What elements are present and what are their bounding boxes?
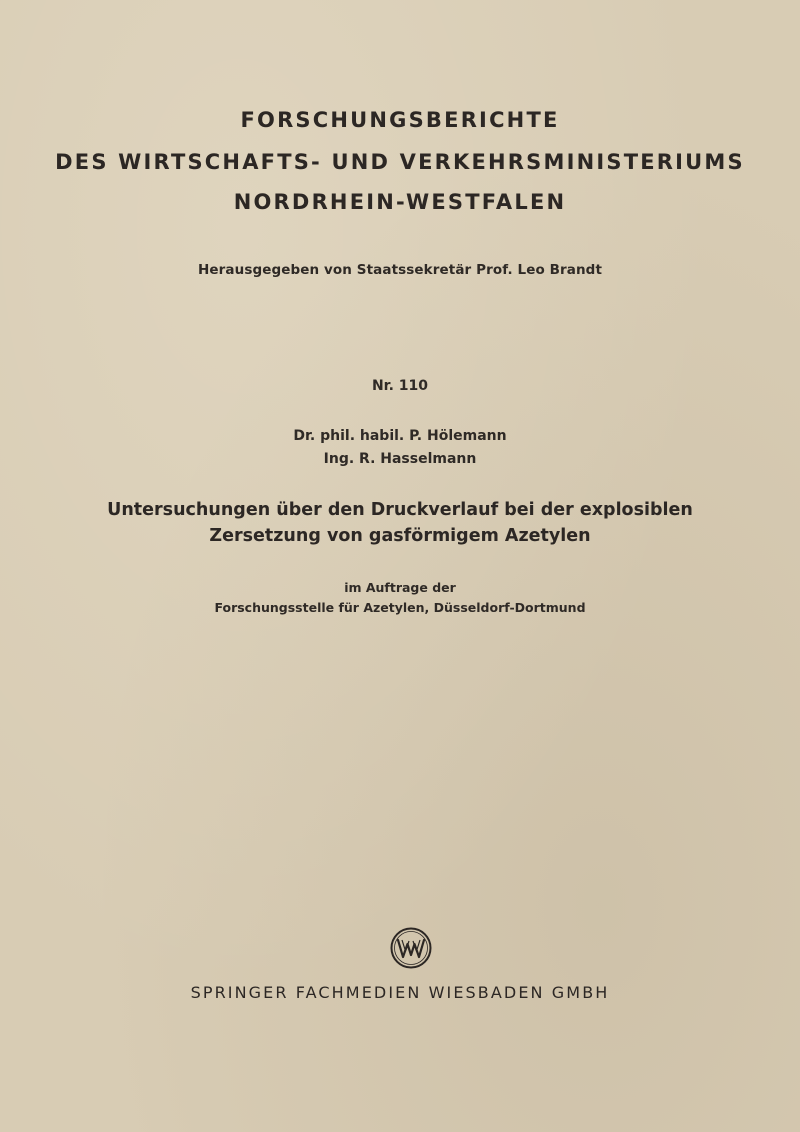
commission-line-1: im Auftrage der	[344, 580, 456, 595]
author-2: Ing. R. Hasselmann	[323, 451, 477, 467]
report-title-line-1: Untersuchungen über den Druckverlauf bei der explosiblen	[107, 500, 693, 520]
series-title-line-1: FORSCHUNGSBERICHTE	[240, 108, 560, 132]
author-1: Dr. phil. habil. P. Hölemann	[293, 428, 507, 444]
springer-w-logo-icon	[389, 926, 433, 970]
report-number: Nr. 110	[371, 378, 429, 394]
editor-note: Herausgegeben von Staatssekretär Prof. Leo Brandt	[197, 262, 603, 278]
series-title-line-3: NORDRHEIN-WESTFALEN	[233, 190, 567, 214]
publisher-imprint: SPRINGER FACHMEDIEN WIESBADEN GMBH	[190, 983, 610, 1002]
report-title-line-2: Zersetzung von gasförmigem Azetylen	[209, 526, 591, 546]
commission-line-2: Forschungsstelle für Azetylen, Düsseldorf-Dortmund	[214, 600, 586, 615]
series-title-line-2: DES WIRTSCHAFTS- UND VERKEHRSMINISTERIUMS	[55, 150, 745, 174]
